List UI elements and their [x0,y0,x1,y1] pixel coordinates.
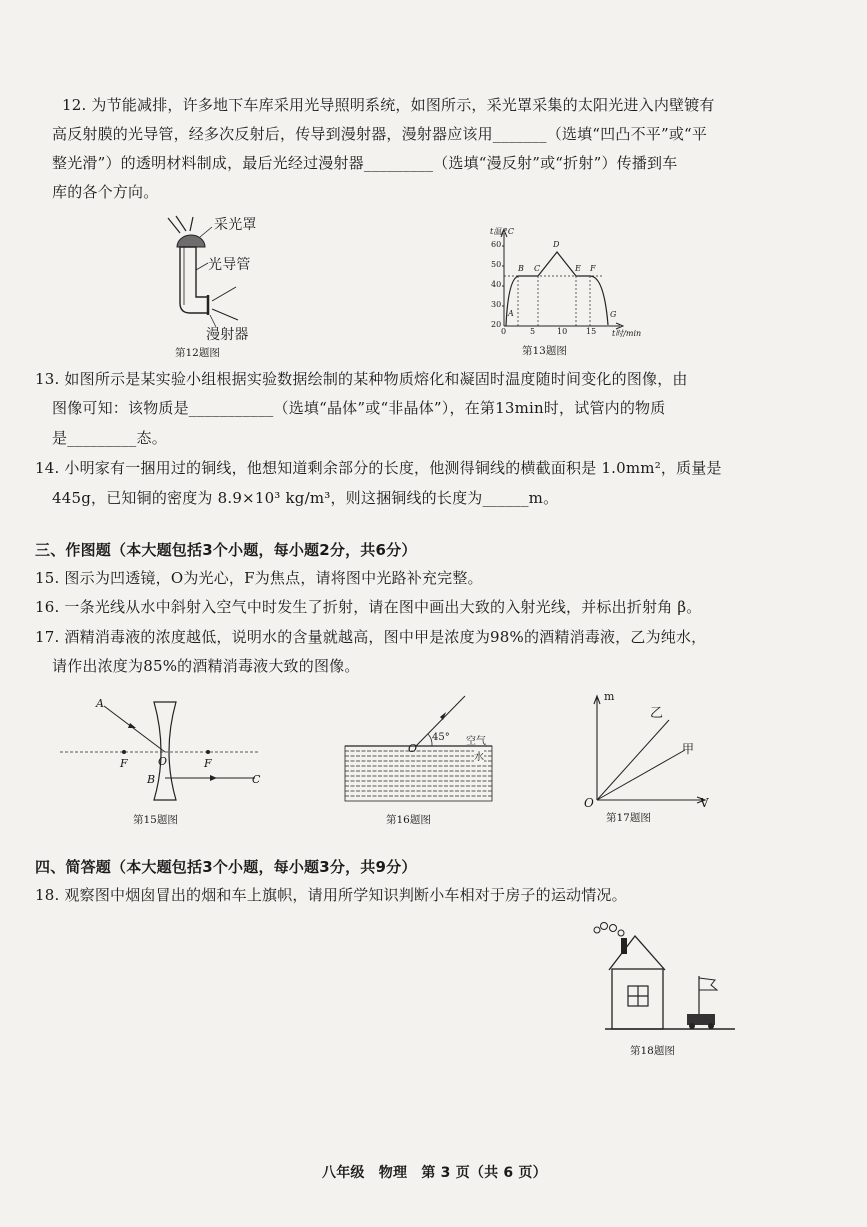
q12-line4: 库的各个方向。 [52,183,159,201]
q15-text: 15. 图示为凹透镜，O为光心，F为焦点，请将图中光路补充完整。 [35,569,483,587]
fig15-label-A: A [96,697,104,710]
fig13-point-D: D [553,240,560,249]
fig15-caption: 第15题图 [133,814,178,826]
q17-line1: 17. 酒精消毒液的浓度越低，说明水的含量就越高，图中甲是浓度为98%的酒精消毒液，乙为纯水， [35,628,707,646]
fig12-label-pipe: 光导管 [208,257,251,273]
fig13-ytick-40: 40 [491,280,502,289]
fig18-caption: 第18题图 [630,1045,675,1057]
fig17-label-V: V [700,796,709,810]
fig15-label-B: B [147,773,156,786]
fig16-caption: 第16题图 [386,814,431,826]
q14-line1: 14. 小明家有一捆用过的铜线，他想知道剩余部分的长度，他测得铜线的横截面积是 1.0mm²，质量是 [35,459,722,477]
fig13-xtick-5: 5 [530,327,536,336]
q16-text: 16. 一条光线从水中斜射入空气中时发生了折射，请在图中画出大致的入射光线，并标出折射角 β。 [35,598,702,616]
q12-line3: 整光滑”）的透明材料制成，最后光经过漫射器_________（选填“漫反射”或“折射”）传播到车 [52,154,678,172]
fig13-caption: 第13题图 [522,345,567,357]
q13-line1: 13. 如图所示是某实验小组根据实验数据绘制的某种物质熔化和凝固时温度随时间变化的图像，由 [35,370,688,388]
fig13-point-A: A [508,309,514,318]
fig13-point-E: E [575,264,581,273]
fig16-air-label: 空气 [466,736,486,747]
fig16-water-label: 水 [474,748,484,763]
fig13-xtick-15: 15 [586,327,597,336]
fig13-point-C: C [534,264,541,273]
fig12-caption: 第12题图 [175,347,220,359]
fig17-label-O: O [584,796,594,810]
q13-line2: 图像可知：该物质是___________（选填“晶体”或“非晶体”），在第13min时，试管内的物质 [52,399,666,417]
fig16-refraction-diagram [340,688,500,806]
fig13-xtick-10: 10 [557,327,568,336]
fig16-angle-label: 45° [432,732,450,743]
q18-text: 18. 观察图中烟囱冒出的烟和车上旗帜，请用所学知识判断小车相对于房子的运动情况。 [35,886,627,904]
fig13-ylabel: t温/°C [490,227,515,236]
section4-heading: 四、简答题（本大题包括3个小题，每小题3分，共9分） [35,858,417,876]
fig12-label-diffuser: 漫射器 [206,327,249,343]
fig16-label-O: O [408,742,418,755]
fig13-ytick-50: 50 [491,260,502,269]
fig13-ytick-60: 60 [491,240,502,249]
fig15-label-F1: F [120,757,128,770]
q12-line1: 12. 为节能减排，许多地下车库采用光导照明系统，如图所示，采光罩采集的太阳光进入内壁镀有 [62,96,715,114]
fig15-label-F2: F [204,757,212,770]
fig13-point-B: B [518,264,524,273]
fig13-ytick-20: 20 [491,320,502,329]
q13-line3: 是_________态。 [52,429,167,447]
q17-line2: 请作出浓度为85%的酒精消毒液大致的图像。 [52,657,360,675]
fig13-xlabel: t时/min [612,329,642,338]
fig17-label-yi: 乙 [650,706,664,721]
q14-line2: 445g，已知铜的密度为 8.9×10³ kg/m³，则这捆铜线的长度为______m。 [52,489,559,507]
q12-line2: 高反射膜的光导管，经多次反射后，传导到漫射器，漫射器应该用_______（选填“凹凸不平”或“平 [52,125,708,143]
page-footer: 八年级 物理 第 3 页（共 6 页） [322,1165,547,1181]
fig15-concave-lens-diagram [60,690,270,805]
fig13-point-F: F [590,264,596,273]
section3-heading: 三、作图题（本大题包括3个小题，每小题2分，共6分） [35,541,417,559]
fig13-xtick-0: 0 [501,327,507,336]
fig13-point-G: G [610,310,617,319]
fig17-label-m: m [604,690,615,703]
fig18-house-car-diagram [595,918,740,1038]
fig13-temperature-graph [480,225,680,345]
fig15-label-C: C [252,773,261,786]
fig13-ytick-30: 30 [491,300,502,309]
fig15-label-O: O [158,755,168,768]
fig17-label-jia: 甲 [682,742,695,756]
fig17-caption: 第17题图 [606,812,651,824]
fig12-label-cover: 采光罩 [214,217,257,233]
